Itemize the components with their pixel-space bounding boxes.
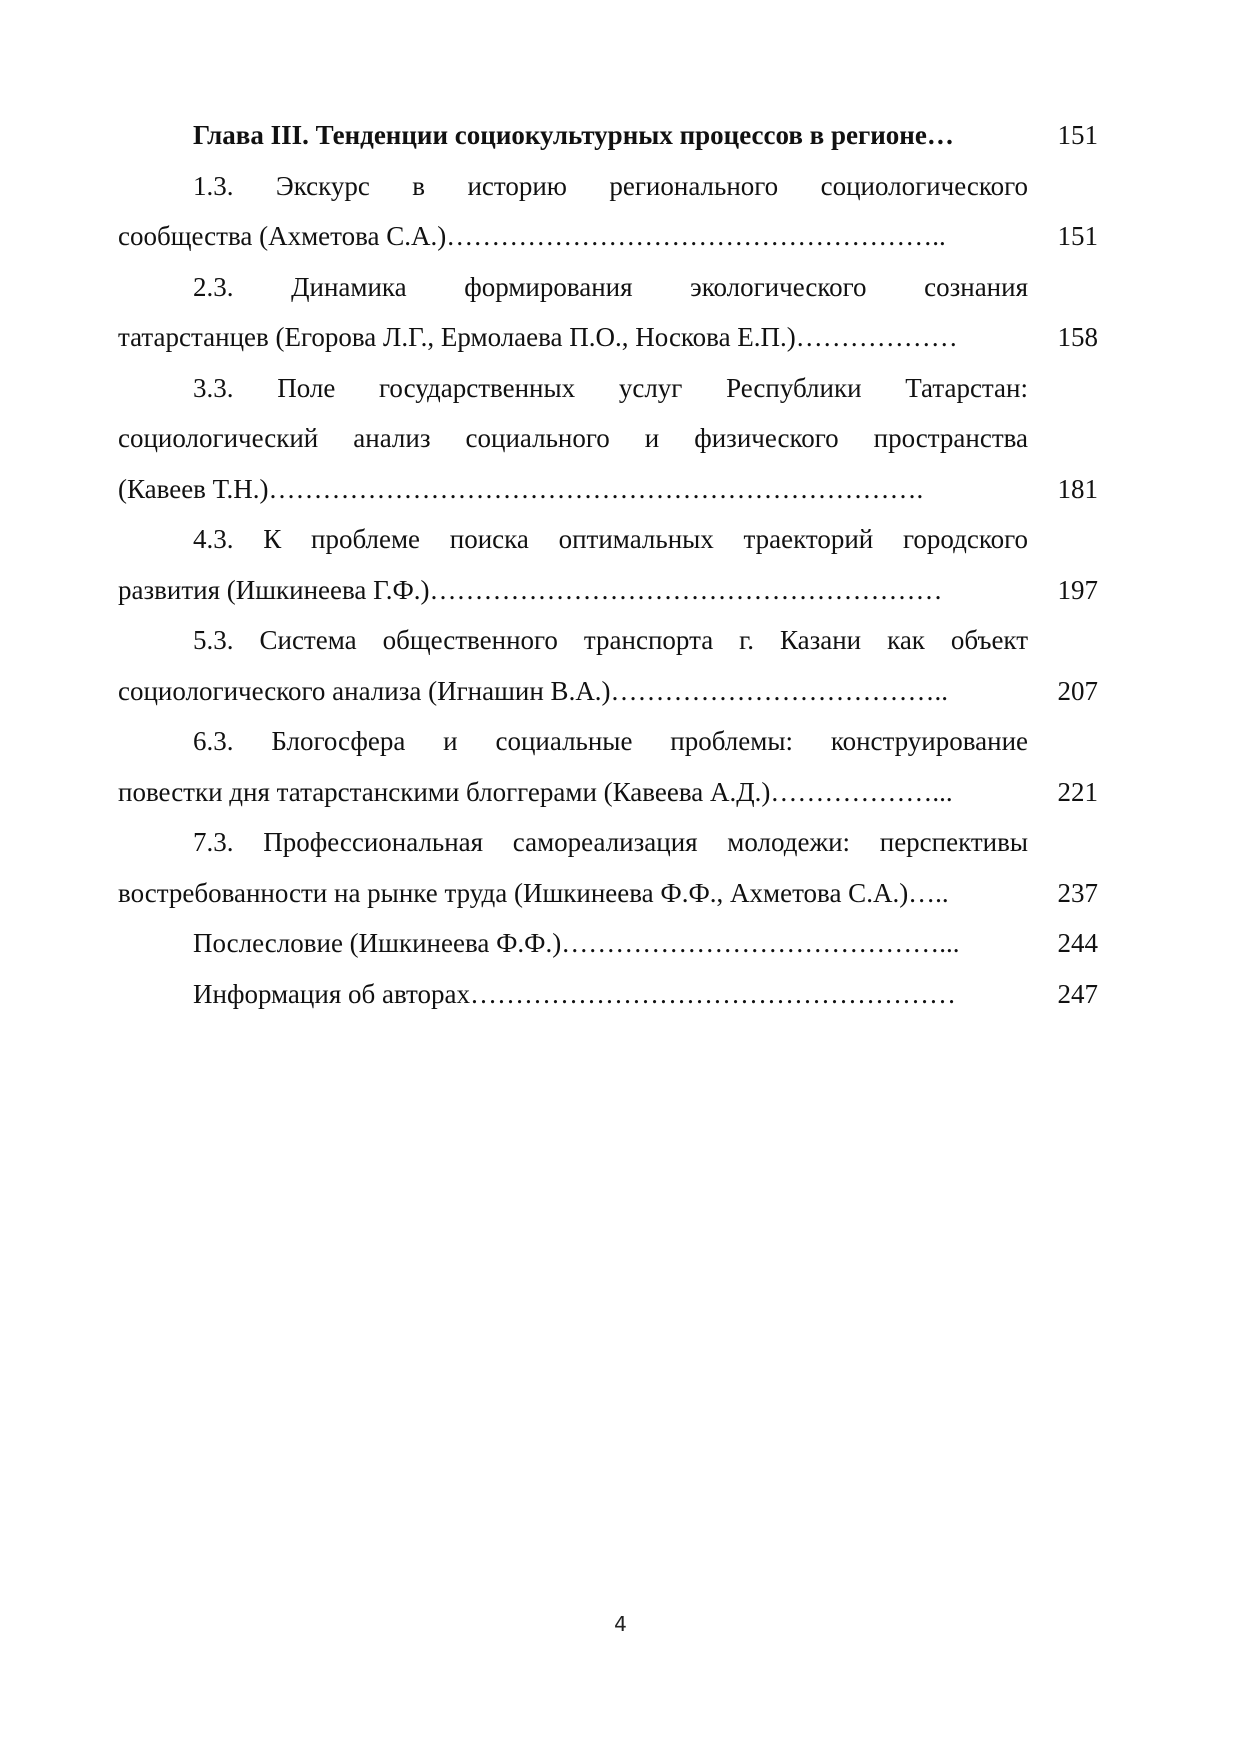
toc-entry-4-line-2 [118,565,1098,616]
toc-entry-page: 237 [1057,877,1098,908]
toc-entry-page: 197 [1057,574,1098,605]
toc-entry-2-line-2 [118,312,1098,363]
toc-entry-5-line-1 [118,615,1098,666]
toc-entry-text: татарстанцев (Егорова Л.Г., Ермолаева П.О., Носкова Е.П.)……………… [118,322,958,352]
toc-entry-text: 7.3. Профессиональная самореализация молодежи: перспективы [193,827,1028,857]
toc-entry-text: 3.3. Поле государственных услуг Республики Татарстан: [193,372,1028,403]
toc-chapter-title: Глава III. Тенденции социокультурных процессов в регионе… [193,120,954,150]
toc-authors-page: 247 [1057,978,1098,1009]
toc-afterword-row [118,918,1098,969]
toc-afterword-title: Послесловие (Ишкинеева Ф.Ф.)……………………………………... [193,928,960,958]
toc-entry-text: развития (Ишкинеева Г.Ф.)………………………………………………… [118,574,943,605]
toc-entry-6-line-1 [118,716,1098,767]
toc-entry-6-line-2 [118,767,1098,818]
toc-entry-text: востребованности на рынке труда (Ишкинеева Ф.Ф., Ахметова С.А.)….. [118,877,949,908]
toc-entry-text: (Кавеев Т.Н.)………………………………………………………………. [118,473,924,504]
toc-afterword-page: 244 [1057,928,1098,958]
toc-authors-row [118,969,1098,1020]
page-number: 4 [614,1612,627,1636]
toc-entry-3-line-1 [118,363,1098,414]
toc-entry-text: сообщества (Ахметова С.А.)……………………………………………….. [118,221,946,251]
toc-entry-3-line-3 [118,464,1098,515]
toc-entry-text: 5.3. Система общественного транспорта г. Казани как объект [193,625,1028,655]
toc-entry-2-line-1 [118,262,1098,313]
toc-entry-text: 4.3. К проблеме поиска оптимальных траекторий городского [193,524,1028,554]
toc-entry-3-line-2 [118,413,1098,464]
toc-entry-page: 158 [1057,322,1098,352]
toc-entry-text: 1.3. Экскурс в историю регионального социологического [193,170,1028,201]
toc-entry-text: 2.3. Динамика формирования экологического сознания [193,271,1028,302]
toc-entry-5-line-2 [118,666,1098,717]
toc-entry-text: повестки дня татарстанскими блоггерами (Кавеева А.Д.)………………... [118,776,953,807]
toc-entry-page: 221 [1057,776,1098,807]
toc-entry-7-line-1 [118,817,1098,868]
toc-entry-4-line-1 [118,514,1098,565]
toc-entry-text: социологического анализа (Игнашин В.А.)……………………………….. [118,675,949,706]
toc-entry-7-line-2 [118,868,1098,919]
toc-entry-text: социологический анализ социального и физического пространства [118,423,1028,453]
toc-entry-page: 207 [1057,675,1098,706]
toc-chapter-row [118,110,1098,161]
toc-chapter-page: 151 [1057,120,1098,150]
toc-entry-page: 151 [1057,221,1098,251]
table-of-contents [118,110,1098,1019]
toc-entry-text: 6.3. Блогосфера и социальные проблемы: конструирование [193,726,1028,756]
toc-entry-page: 181 [1057,473,1098,504]
toc-authors-title: Информация об авторах……………………………………………… [193,978,956,1009]
toc-entry-1-line-2 [118,211,1098,262]
toc-entry-1-line-1 [118,161,1098,212]
